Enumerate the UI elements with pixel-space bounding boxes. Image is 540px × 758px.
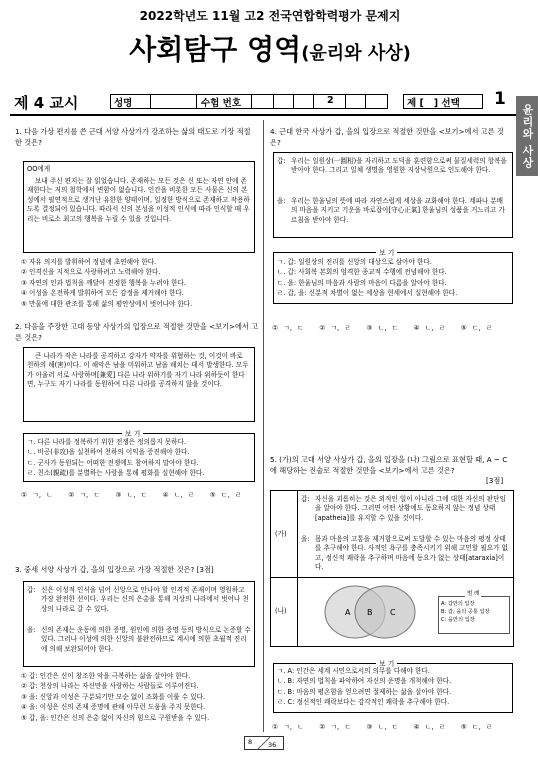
bogi-item: ㄱ. A: 인간은 세계 시민으로서의 의무를 다해야 한다. (277, 667, 430, 675)
info-divider (365, 94, 366, 109)
bogi-item: ㄱ. 다른 나라를 정복하기 위한 전쟁은 정의롭지 못하다. (27, 438, 186, 446)
option[interactable]: ② 인격신을 지적으로 사랑하려고 노력해야 한다. (21, 268, 161, 277)
q3-stem: 3. 중세 서양 사상가 갑, 을의 입장으로 가장 적절한 것은? [3점] (15, 565, 214, 574)
side-tab-label: 윤리와 사상 (521, 103, 534, 169)
q5-legend-title: 범 례 (467, 591, 480, 597)
bogi-item: ㄷ. B: 마음의 평온함을 얻으려면 절제하는 삶을 살아야 한다. (277, 687, 452, 696)
info-divider (251, 94, 252, 109)
bogi-item: ㄴ. 비공(非攻)을 실천하여 천하의 이익을 증진해야 한다. (27, 448, 190, 457)
footer-page: 8 (248, 738, 253, 746)
q3-gap-label: 갑: (27, 586, 36, 594)
id-digit: 2 (327, 95, 334, 106)
q1-letter-salutation: OO에게 (27, 165, 51, 173)
q5-points: [3점] (486, 476, 504, 485)
q2-bogi-list (27, 437, 253, 479)
q5-ga-divider (297, 490, 298, 578)
period-label: 제 4 교시 (14, 94, 79, 112)
venn-label-a: A (345, 608, 351, 617)
q5-legend-list (441, 600, 511, 624)
info-divider (345, 94, 346, 109)
info-divider (313, 94, 314, 109)
subject-title (0, 28, 540, 68)
q4-bogi-title: 보 기 (376, 247, 397, 257)
option[interactable]: ⑤ 만물에 대한 관조를 통해 삶의 평안상에서 벗어나야 한다. (21, 299, 193, 308)
bogi-item: ㄴ. B: 자연의 법칙을 파악하여 자신의 운명을 개척해야 한다. (277, 677, 452, 686)
legend-item: B: 갑, 을의 공통 입장 (441, 609, 490, 615)
q5-eul-label: 을: (301, 535, 310, 543)
q5-na-divider (297, 577, 298, 647)
bogi-item: ㄹ. C: 정신적인 쾌락보다는 감각적인 쾌락을 추구해야 한다. (277, 698, 450, 707)
exam-title: 2022학년도 11월 고2 전국연합학력평가 문제지 (139, 9, 401, 23)
page-number: 1 (494, 89, 506, 109)
venn-circle-eul (355, 586, 415, 638)
select-label: 제 [ ] 선택 (407, 98, 460, 109)
q2-stem: 2. 다음을 주장한 고대 동양 사상가의 입장으로 적절한 것만을 <보기>에서 고른 것은? (15, 322, 259, 342)
q4-stem: 4. 근대 한국 사상가 갑, 을의 입장으로 적절한 것만을 <보기>에서 고른 것은? (270, 127, 504, 147)
q1-options (21, 257, 261, 309)
legend-item: C: 을만의 입장 (441, 617, 475, 623)
option[interactable]: ① 자유 의지를 발휘하여 정념에 초연해야 한다. (21, 258, 157, 266)
q5-bogi-list (277, 666, 511, 708)
option[interactable]: ① 갑: 인간은 신이 창조한 악을 극복하는 삶을 살아야 한다. (21, 672, 191, 680)
info-divider (150, 94, 151, 109)
option[interactable]: ② 갑: 천상의 나라는 자신만을 사랑하는 사람들로 이루어진다. (21, 682, 199, 691)
q4-bogi-list (277, 257, 511, 299)
bogi-item: ㄱ. 갑: 일원상의 진리를 신앙의 대상으로 삼아야 한다. (277, 258, 432, 266)
q4-eul-text: 우리는 한울님의 뜻에 따라 자연스럽게 세상을 교화해야 한다. 계파나 분배의 마음을 지키고 기운을 바로잡아[守心正氣] 한울님의 성품을 거느리고 가르침을 받아야 한다. (291, 197, 505, 224)
bogi-item: ㄷ. 군사가 동원되는 어떠한 전쟁에도 참여하지 말아야 한다. (27, 458, 199, 467)
option[interactable]: ③ 을: 신앙과 이성은 구분되기만 모순 없이 조화를 이룰 수 있다. (21, 692, 206, 701)
option[interactable]: ⑤ 갑, 을: 인간은 신의 은총 없이 자신의 힘으로 구원받을 수 있다. (21, 713, 210, 722)
q5-stem: 5. (가)의 고대 서양 사상가 갑, 을의 입장을 (나) 그림으로 표현할 때, A ~ C에 해당하는 진술로 적절한 것만을 <보기>에서 고른 것은? (270, 455, 508, 475)
venn-label-b: B (367, 608, 373, 617)
subject-main: 사회탐구 영역 (129, 33, 302, 66)
q5-na-label: (나) (275, 607, 287, 615)
bogi-item: ㄷ. 을: 한울님의 마음과 사람의 마음이 다름을 알아야 한다. (277, 278, 447, 287)
q5-venn-diagram (310, 582, 430, 642)
q4-gap-label: 갑: (277, 157, 286, 165)
q1-letter-text: 보내 주신 편지는 잘 읽었습니다. 존재하는 모든 것은 신 또는 자연 안에 존재한다는 저의 철학에서 변함이 없습니다. 인간을 비롯한 모든 사물은 신의 본성에서 필연적으로 생겨난 유한한 양태이며, 일정한 방식으로 존재하고 작용하도록 결정되어 있습니다. 따라서 신의 본성을 이성적 인식에 따라 인식할 때 우리는 비로소 최고의 행복을 누릴 수 있을 것입니다. (27, 177, 250, 223)
q2-bogi-title: 보 기 (122, 428, 143, 438)
q2-passage: 큰 나라가 작은 나라를 공격하고 강자가 약자를 위협하는 것, 이것이 바로 천하의 해(害)이다. 이 해악은 남을 미워하고 남을 해치는 데서 발생한다. 모두가 아울러 서로 사랑하며[兼愛] 다른 나라 위하기를 자기 나라 위하듯이 한다면, 누구도 자기 나라를 동원하여 다른 나라를 공격하지 않을 것이다. (27, 352, 249, 389)
q5-ga-label: (가) (275, 530, 287, 538)
q1-stem: 1. 다음 가상 편지를 쓴 근대 서양 사상가가 강조하는 삶의 태도로 가장 적절한 것은? (15, 127, 251, 147)
column-divider (263, 120, 264, 732)
info-divider (273, 94, 274, 109)
legend-item: A: 갑만의 입장 (441, 601, 475, 607)
q3-gap-text: 신은 이성적 인식을 넘어 신앙으로 만나야 할 인격적 존재이며 영원하고 가장 완전한 선이다. 우리는 신의 은총을 통해 지상의 나라에서 벗어나 천상의 나라로 갈 수 있다. (41, 586, 249, 613)
q5-choices[interactable]: ① ㄱ, ㄴ ② ㄱ, ㄷ ③ ㄴ, ㄷ ④ ㄴ, ㄹ ⑤ ㄷ, ㄹ (272, 723, 493, 731)
q4-choices[interactable]: ① ㄱ, ㄷ ② ㄱ, ㄹ ③ ㄴ, ㄷ ④ ㄴ, ㄹ ⑤ ㄷ, ㄹ (272, 324, 493, 332)
q3-eul-label: 을: (27, 626, 36, 634)
subject-side-tab (516, 96, 538, 176)
name-label: 성명 (114, 98, 133, 109)
id-label: 수험 번호 (201, 98, 242, 109)
q5-bogi-title: 보 기 (376, 658, 397, 668)
q3-eul-text: 신의 존재는 운동에 의한 증명, 원인에 의한 증명 등의 방식으로 논증할 수 있다. 그러나 이성에 의한 신앙의 불완전하므로 계시에 의한 초월적 진리에 의해 보완되어야 한다. (41, 626, 251, 653)
footer-total: 36 (268, 741, 277, 749)
venn-label-c: C (390, 608, 396, 617)
q2-choices[interactable]: ① ㄱ, ㄴ ② ㄱ, ㄷ ③ ㄴ, ㄷ ④ ㄴ, ㄹ ⑤ ㄷ, ㄹ (21, 491, 242, 499)
q5-eul-text: 몸과 마음의 고통을 제거함으로써 도달할 수 있는 마음의 평정 상태를 추구해야 한다. 사적인 욕구를 충족시키기 위해 고민할 필요가 없고, 정신적 쾌락을 추구하며 마음에 동요가 없는 상태[ataraxia]이다. (315, 535, 508, 572)
option[interactable]: ④ 이성을 온전하게 발휘하여 모든 감정을 제거해야 한다. (21, 289, 184, 298)
info-row (110, 94, 388, 109)
header-rule (10, 114, 518, 116)
bogi-item: ㄹ. 갑, 을: 신분적 차별이 없는 세상을 현세에서 실현해야 한다. (277, 289, 458, 298)
q4-eul-label: 을: (277, 197, 286, 205)
q3-options (21, 671, 261, 723)
option[interactable]: ③ 자연의 인과 법칙을 깨달아 진정한 행복을 누려야 한다. (21, 278, 186, 287)
q5-gap-label: 갑: (301, 495, 310, 503)
option[interactable]: ④ 을: 이성은 신의 존재 증명에 관해 아무런 도움을 주지 못한다. (21, 703, 206, 712)
subject-sub: (윤리와 사상) (301, 43, 411, 64)
bogi-item: ㄹ. 친소(親疏)를 분별하는 사랑을 통해 평화를 실현해야 한다. (27, 469, 205, 478)
q5-gap-text: 자신을 괴롭히는 것은 외적인 일이 아니라 그에 대한 자신의 판단임을 알아야 한다. 그러면 어떤 상황에도 동요하지 않는 정념 상태[apatheia]를 유지할 수 있을 것이다. (315, 495, 506, 522)
info-divider (293, 94, 294, 109)
bogi-item: ㄴ. 갑: 사회복 본회의 엄격한 종교적 수행에 전념해야 한다. (277, 268, 447, 277)
q4-gap-text: 우리는 일원상(一圓相)을 자리하고 도덕을 훈련함으로써 물질세력의 항복을 받아야 한다. 그리고 일체 생명을 영원한 지상낙원으로 인도해야 한다. (291, 157, 507, 175)
info-divider (196, 94, 197, 109)
